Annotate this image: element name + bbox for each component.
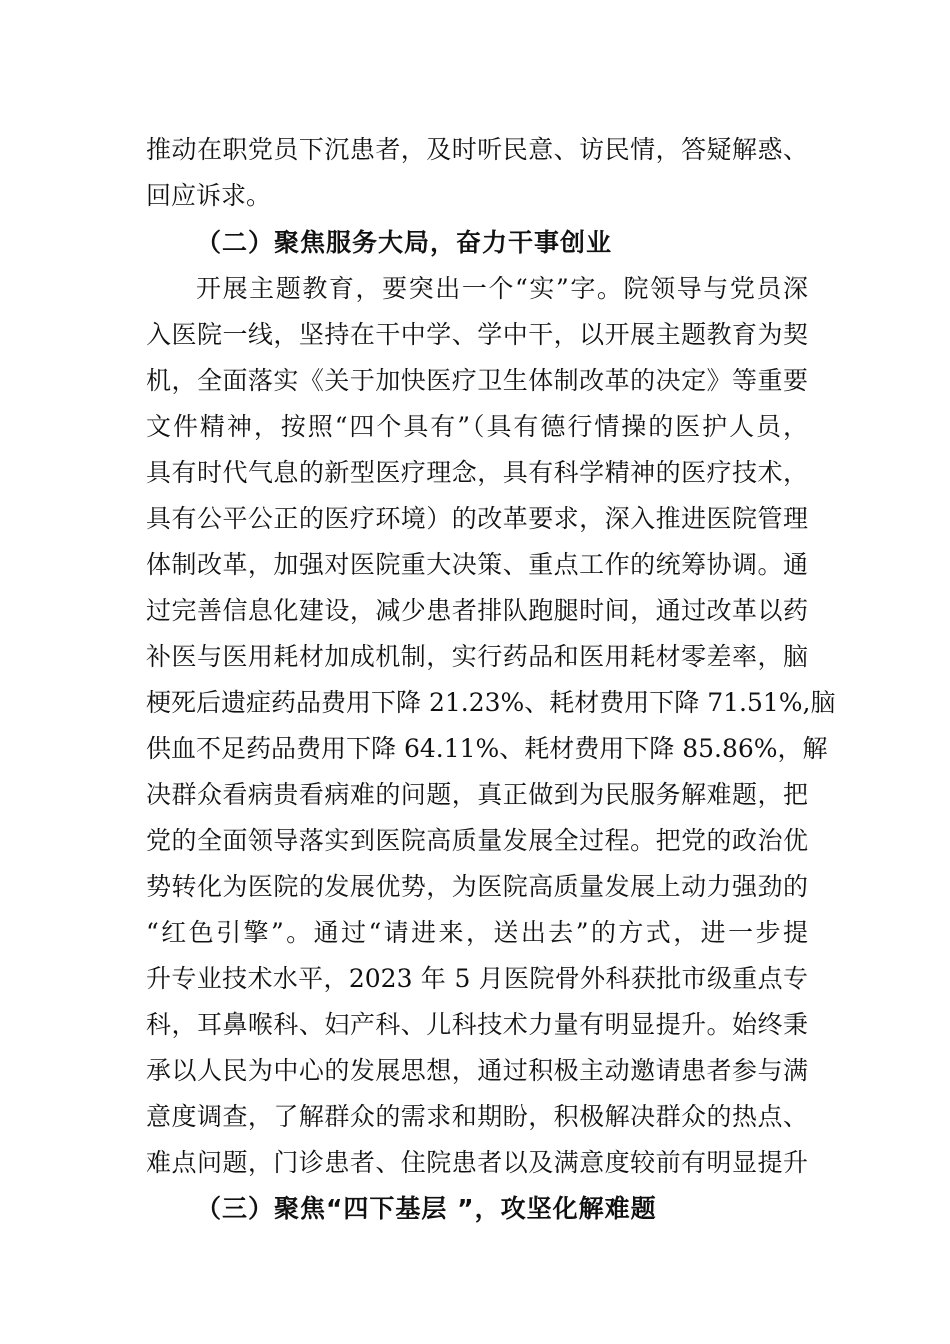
paragraph-2-line-13: 党的全面领导落实到医院高质量发展全过程。把党的政治优 — [146, 826, 808, 855]
section-heading-3: （三）聚焦“四下基层 ”，攻坚化解难题 — [196, 1194, 657, 1223]
paragraph-2-line-10: 梗死后遗症药品费用下降 21.23%、耗材费用下降 71.51%,脑 — [146, 688, 836, 717]
paragraph-2-line-11: 供血不足药品费用下降 64.11%、耗材费用下降 85.86%，解 — [146, 734, 828, 763]
paragraph-2-line-17: 科，耳鼻喉科、妇产科、儿科技术力量有明显提升。始终秉 — [146, 1010, 808, 1039]
paragraph-2-line-5: 具有时代气息的新型医疗理念，具有科学精神的医疗技术， — [146, 458, 808, 487]
paragraph-2-line-8: 过完善信息化建设，减少患者排队跑腿时间，通过改革以药 — [146, 596, 808, 625]
paragraph-2-line-4: 文件精神，按照“四个具有”（具有德行情操的医护人员， — [146, 412, 808, 441]
paragraph-1-line-2: 回应诉求。 — [146, 181, 272, 210]
paragraph-2-line-20: 难点问题，门诊患者、住院患者以及满意度较前有明显提升 — [146, 1148, 808, 1177]
paragraph-2-line-14: 势转化为医院的发展优势，为医院高质量发展上动力强劲的 — [146, 872, 808, 901]
paragraph-2-line-3: 机，全面落实《关于加快医疗卫生体制改革的决定》等重要 — [146, 366, 808, 395]
paragraph-2-line-15: “红色引擎”。通过“请进来，送出去”的方式，进一步提 — [146, 918, 808, 947]
paragraph-2-line-6: 具有公平公正的医疗环境）的改革要求，深入推进医院管理 — [146, 504, 808, 533]
section-heading-2: （二）聚焦服务大局，奋力干事创业 — [196, 228, 613, 257]
paragraph-2-line-18: 承以人民为中心的发展思想，通过积极主动邀请患者参与满 — [146, 1056, 808, 1085]
paragraph-2-line-7: 体制改革，加强对医院重大决策、重点工作的统筹协调。通 — [146, 550, 808, 579]
paragraph-2-line-2: 入医院一线，坚持在干中学、学中干，以开展主题教育为契 — [146, 320, 808, 349]
paragraph-2-line-19: 意度调查，了解群众的需求和期盼，积极解决群众的热点、 — [146, 1102, 808, 1131]
paragraph-2-line-1: 开展主题教育，要突出一个“实”字。院领导与党员深 — [196, 274, 808, 303]
paragraph-2-line-9: 补医与医用耗材加成机制，实行药品和医用耗材零差率，脑 — [146, 642, 808, 671]
paragraph-1-line-1: 推动在职党员下沉患者，及时听民意、访民情，答疑解惑、 — [146, 135, 808, 164]
paragraph-2-line-12: 决群众看病贵看病难的问题，真正做到为民服务解难题，把 — [146, 780, 808, 809]
paragraph-2-line-16: 升专业技术水平，2023 年 5 月医院骨外科获批市级重点专 — [146, 964, 808, 993]
